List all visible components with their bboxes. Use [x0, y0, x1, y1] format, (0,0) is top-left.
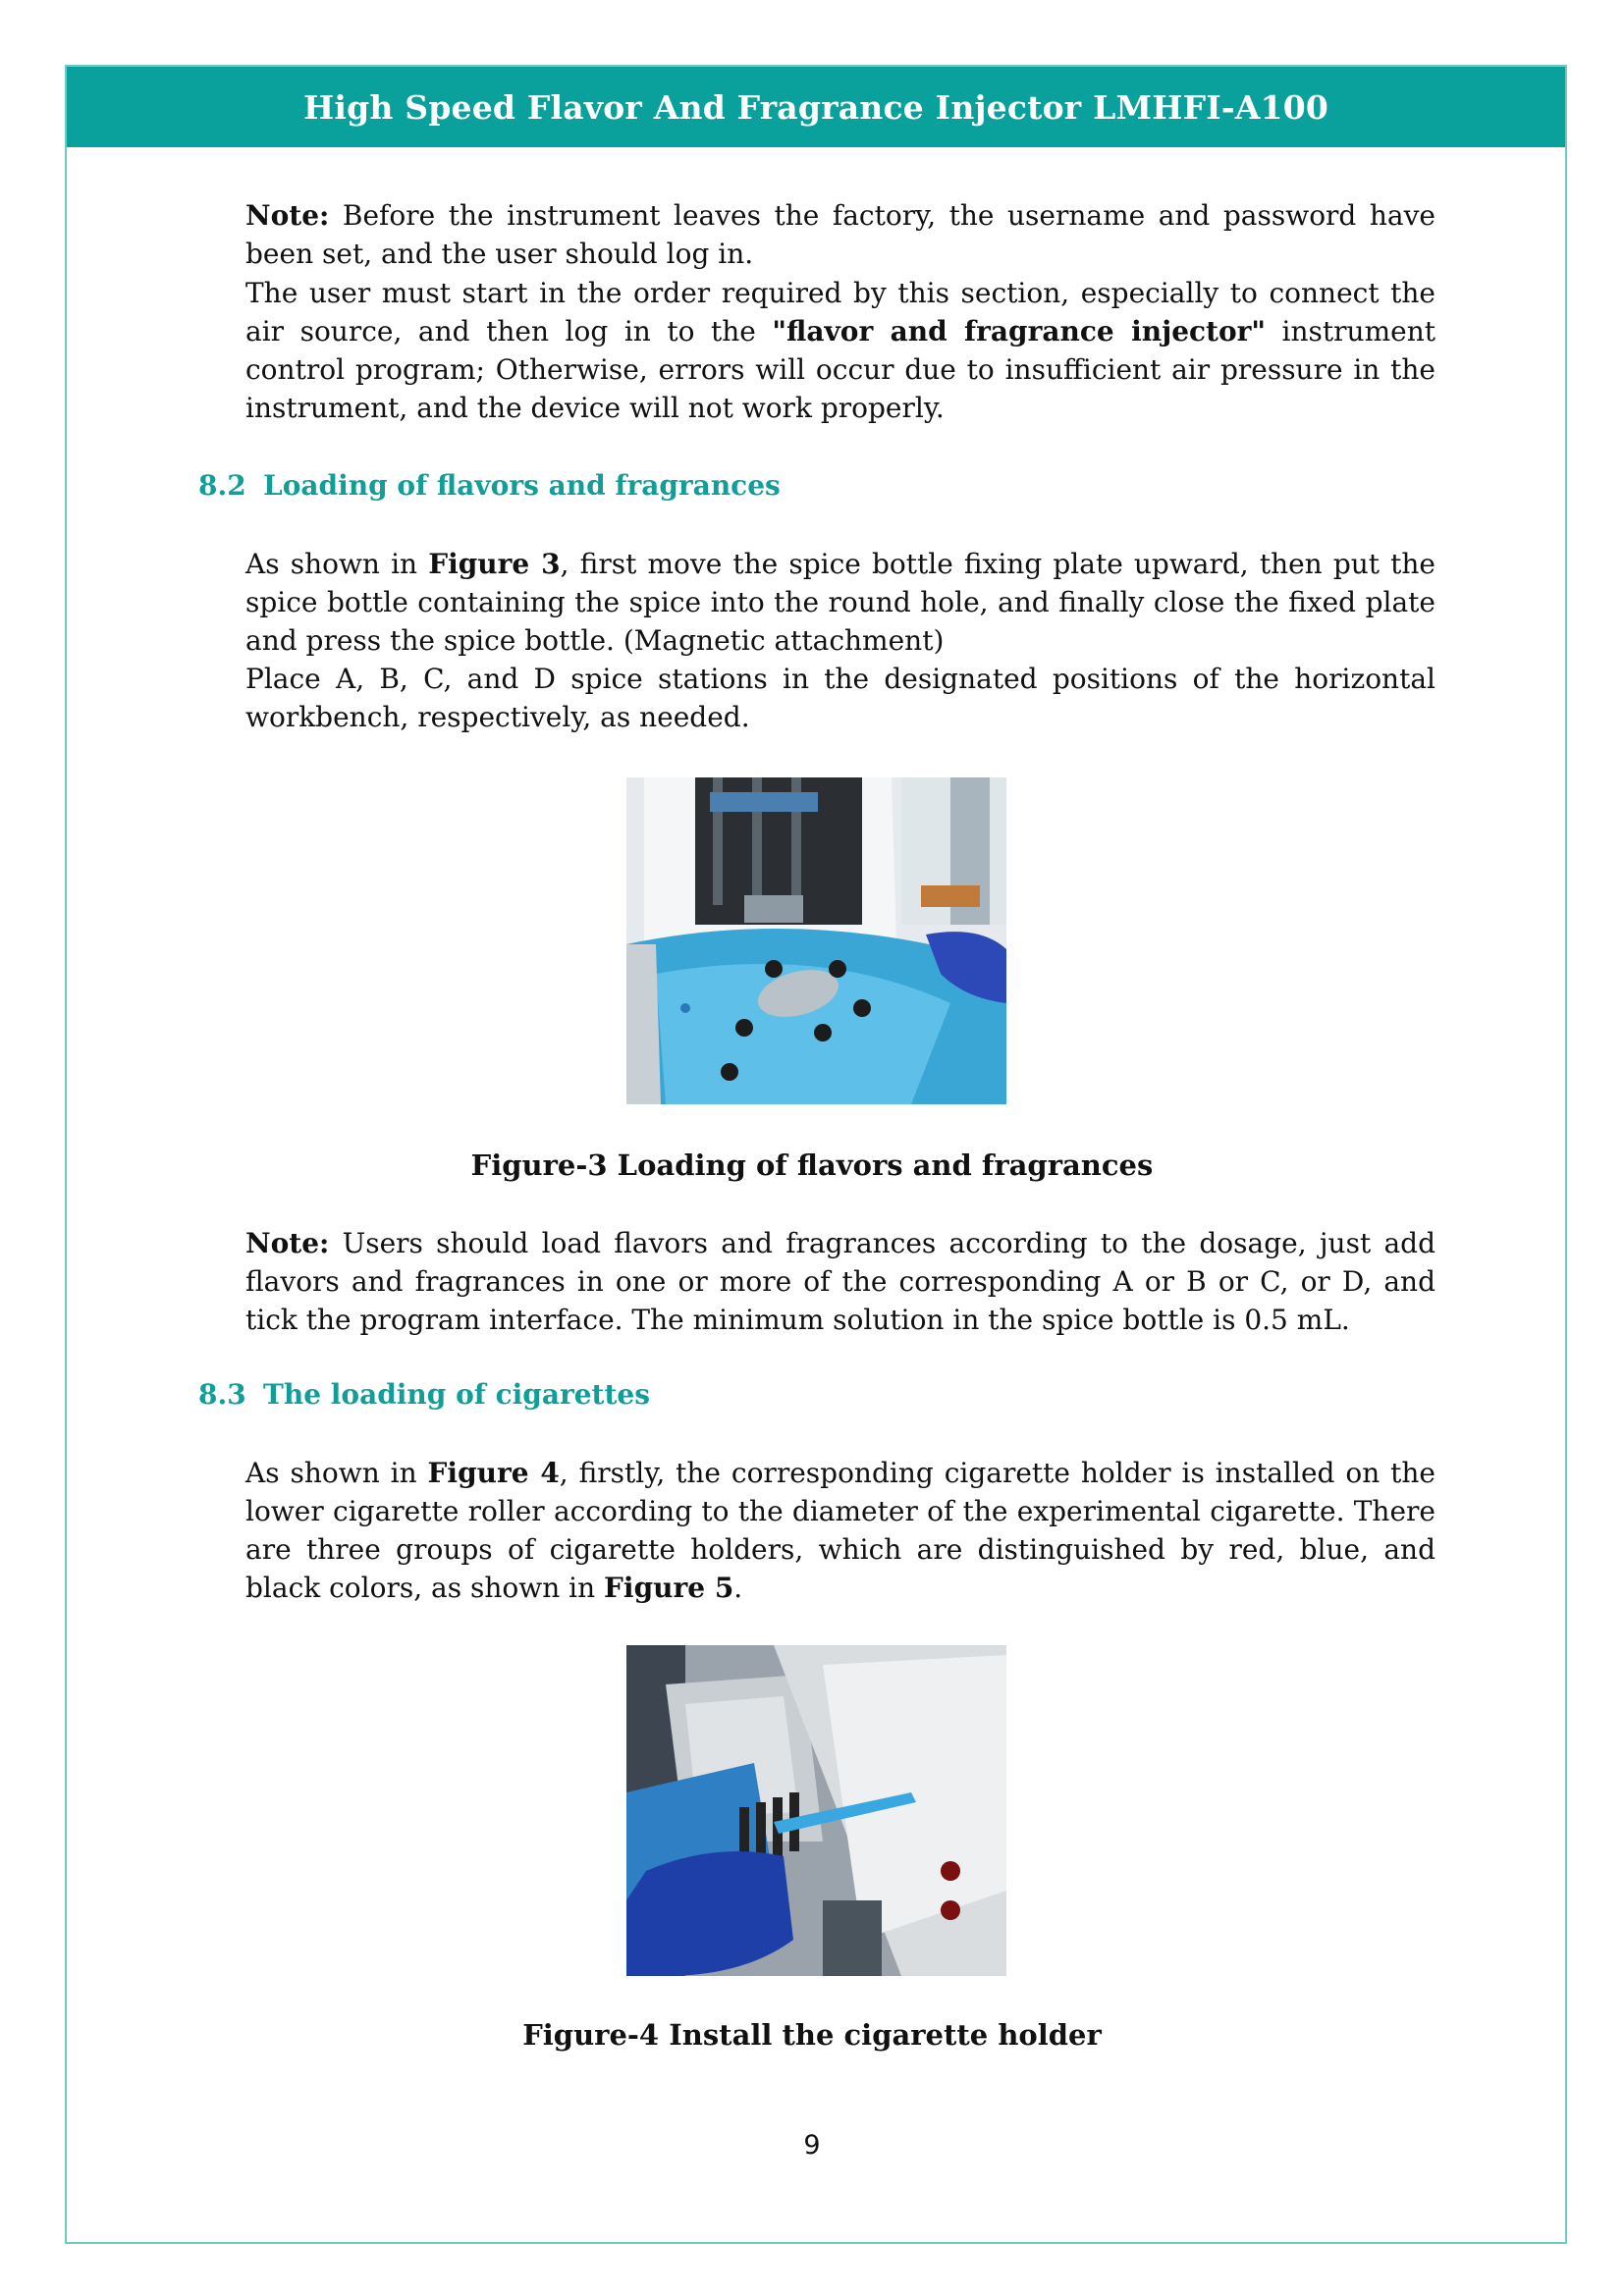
note-text: Before the instrument leaves the factory, the username and password have been set, and the user should log in.	[245, 199, 1435, 270]
section-title: Loading of flavors and fragrances	[263, 469, 781, 502]
figure-reference: Figure 4	[427, 1457, 560, 1489]
startup-order-paragraph: The user must start in the order required by this section, especially to connect the air source, and then log in to the "flavor and fragrance injector" instrument control program; Otherwise, errors will occur due to insufficient air pressure in the instrument, and the device will not work properly.	[245, 277, 1435, 424]
figure3-description: As shown in Figure 3, first move the spice bottle fixing plate upward, then put the spice bottle containing the spice into the round hole, and finally close the fixed plate and press the spice bottle. (Magnetic attachment)	[245, 548, 1435, 657]
page-header	[67, 67, 1565, 147]
program-name: "flavor and fragrance injector"	[772, 315, 1267, 347]
figure4-description: As shown in Figure 4, firstly, the corresponding cigarette holder is installed on the lower cigarette roller according to the diameter of the experimental cigarette. There are three groups of cigarette holders, which are distinguished by red, blue, and black colors, as shown in Figure 5.	[245, 1457, 1435, 1604]
instrument-photo	[626, 777, 1006, 1104]
section-heading-8-3	[198, 1378, 650, 1411]
document-title: High Speed Flavor And Fragrance Injector LMHFI-A100	[302, 87, 1329, 127]
figure-4-caption: Figure-4 Install the cigarette holder	[522, 2018, 1102, 2052]
spice-station-paragraph: Place A, B, C, and D spice stations in the designated positions of the horizontal workbench, respectively, as needed.	[245, 663, 1435, 733]
figure-3-caption: Figure-3 Loading of flavors and fragrances	[470, 1148, 1154, 1182]
page-number: 9	[803, 2130, 821, 2161]
note-label: Note:	[245, 199, 330, 232]
note-paragraph	[245, 196, 1435, 273]
cigarette-holder-photo	[626, 1645, 1006, 1976]
section-heading-8-2	[198, 469, 781, 502]
flavor-note-paragraph: Note: Users should load flavors and fragrances according to the dosage, just add flavors and fragrances in one or more of the corresponding A or B or C, or D, and tick the program interface. The minimum solution in the spice bottle is 0.5 mL.	[245, 1227, 1435, 1336]
section-title: The loading of cigarettes	[263, 1378, 650, 1411]
section-number: 8.3	[198, 1378, 246, 1411]
figure-reference: Figure 5	[604, 1572, 734, 1604]
figure-4-photo	[626, 1645, 1006, 1976]
note-label: Note:	[245, 1227, 330, 1259]
figure-3-photo	[626, 777, 1006, 1104]
section-number: 8.2	[198, 469, 246, 502]
figure-reference: Figure 3	[428, 548, 561, 580]
